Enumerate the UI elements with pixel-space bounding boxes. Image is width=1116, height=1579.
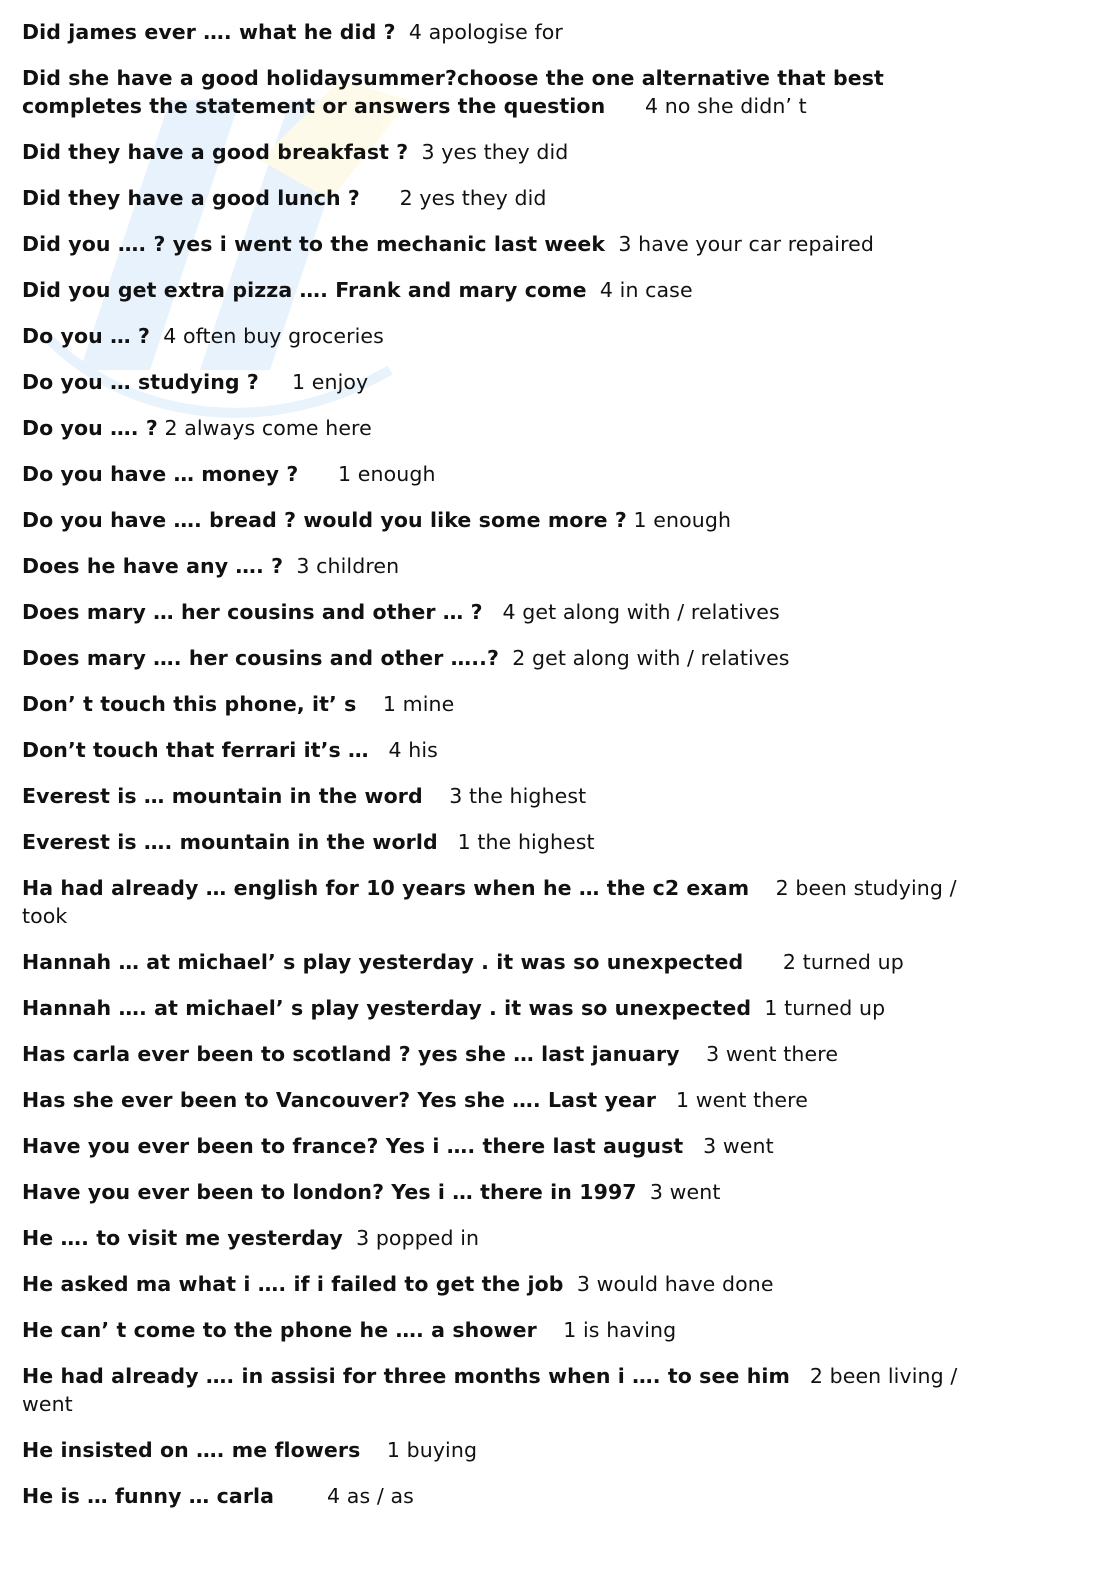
qa-item [22,994,982,1022]
question-text: Did you get extra pizza …. Frank and mary come [22,278,587,302]
question-text: Did she have a good holidaysummer?choose the one alternative that best completes the statement or answers the question [22,66,884,118]
question-text: Do you … studying ? [22,370,259,394]
question-text: Did they have a good lunch ? [22,186,360,210]
answer-text: 4 his [388,738,438,762]
answer-text: 4 often buy groceries [163,324,384,348]
qa-item [22,1086,982,1114]
spacer [356,692,382,716]
spacer [499,646,512,670]
question-text: Ha had already … english for 10 years when he … the c2 exam [22,876,750,900]
spacer [408,140,421,164]
question-text: Does mary … her cousins and other … ? [22,600,483,624]
question-text: Does he have any …. ? [22,554,284,578]
answer-text: 4 get along with / relatives [502,600,780,624]
answer-text: 3 the highest [449,784,587,808]
answer-text: 4 no she didn’ t [644,94,807,118]
answer-text: 1 is having [563,1318,677,1342]
qa-list [22,18,982,1528]
question-text: Did they have a good breakfast ? [22,140,409,164]
answer-text: 3 have your car repaired [618,232,874,256]
question-text: He asked ma what i …. if i failed to get the job [22,1272,564,1296]
spacer [483,600,503,624]
question-text: He is … funny … carla [22,1484,275,1508]
question-text: Do you …. ? [22,416,158,440]
question-text: Hannah …. at michael’ s play yesterday . it was so unexpected [22,996,752,1020]
qa-item [22,874,982,930]
answer-text: 4 apologise for [408,20,563,44]
qa-item [22,368,982,396]
qa-item [22,690,982,718]
spacer [259,370,292,394]
spacer [369,738,389,762]
qa-item [22,184,982,212]
spacer [537,1318,563,1342]
spacer [749,876,775,900]
qa-item [22,1224,982,1252]
question-text: Have you ever been to france? Yes i …. there last august [22,1134,684,1158]
qa-item [22,460,982,488]
question-text: Everest is …. mountain in the world [22,830,438,854]
qa-item [22,230,982,258]
answer-text: 3 yes they did [421,140,569,164]
answer-text: 1 buying [386,1438,478,1462]
qa-item [22,506,982,534]
qa-item [22,1316,982,1344]
spacer [637,1180,650,1204]
qa-item [22,414,982,442]
spacer [360,1438,386,1462]
qa-item [22,782,982,810]
qa-item [22,18,982,46]
qa-item [22,552,982,580]
answer-text: 3 went [649,1180,721,1204]
question-text: Don’ t touch this phone, it’ s [22,692,357,716]
qa-item [22,1270,982,1298]
answer-text: 3 went [703,1134,774,1158]
answer-text: 2 always come here [164,416,372,440]
qa-item [22,1362,982,1418]
question-text: He insisted on …. me flowers [22,1438,361,1462]
qa-item [22,276,982,304]
qa-item [22,1482,982,1510]
qa-item [22,138,982,166]
question-text: Does mary …. her cousins and other …..? [22,646,500,670]
qa-item [22,736,982,764]
spacer [790,1364,810,1388]
spacer [743,950,783,974]
spacer [396,20,409,44]
spacer [680,1042,706,1066]
question-text: Do you have … money ? [22,462,299,486]
qa-item [22,1132,982,1160]
spacer [423,784,449,808]
qa-item [22,1178,982,1206]
spacer [587,278,600,302]
spacer [438,830,458,854]
qa-item [22,828,982,856]
question-text: Do you … ? [22,324,150,348]
question-text: Did you …. ? yes i went to the mechanic last week [22,232,606,256]
answer-text: 1 the highest [457,830,595,854]
question-text: Hannah … at michael’ s play yesterday . it was so unexpected [22,950,744,974]
question-text: Has she ever been to Vancouver? Yes she …. Last year [22,1088,657,1112]
qa-item [22,1040,982,1068]
answer-text: 1 enough [633,508,732,532]
answer-text: 2 yes they did [399,186,547,210]
question-text: Do you have …. bread ? would you like some more ? [22,508,627,532]
answer-text: 1 enjoy [292,370,369,394]
answer-text: 2 been studying / took [22,876,957,928]
spacer [627,508,634,532]
spacer [283,554,296,578]
answer-text: 4 in case [599,278,693,302]
answer-text: 2 been living / went [22,1364,958,1416]
question-text: Everest is … mountain in the word [22,784,423,808]
spacer [564,1272,577,1296]
answer-text: 2 turned up [782,950,904,974]
question-text: He had already …. in assisi for three months when i …. to see him [22,1364,791,1388]
qa-item [22,1436,982,1464]
qa-item [22,322,982,350]
answer-text: 1 mine [382,692,455,716]
question-text: Have you ever been to london? Yes i … there in 1997 [22,1180,637,1204]
spacer [360,186,400,210]
answer-text: 4 as / as [327,1484,414,1508]
question-text: Don’t touch that ferrari it’s … [22,738,369,762]
answer-text: 1 enough [338,462,436,486]
spacer [751,996,764,1020]
question-text: He can’ t come to the phone he …. a shower [22,1318,537,1342]
answer-text: 3 would have done [576,1272,774,1296]
question-text: Did james ever …. what he did ? [22,20,396,44]
qa-item [22,598,982,626]
answer-text: 1 went there [676,1088,808,1112]
answer-text: 3 children [296,554,400,578]
answer-text: 3 popped in [356,1226,480,1250]
answer-text: 3 went there [706,1042,839,1066]
question-text: He …. to visit me yesterday [22,1226,343,1250]
spacer [605,232,618,256]
spacer [656,1088,676,1112]
qa-item [22,644,982,672]
qa-item [22,948,982,976]
spacer [683,1134,703,1158]
spacer [274,1484,327,1508]
qa-item [22,64,982,120]
spacer [343,1226,356,1250]
spacer [298,462,338,486]
answer-text: 1 turned up [764,996,886,1020]
answer-text: 2 get along with / relatives [512,646,790,670]
question-text: Has carla ever been to scotland ? yes she … last january [22,1042,680,1066]
spacer [605,94,645,118]
spacer [150,324,163,348]
